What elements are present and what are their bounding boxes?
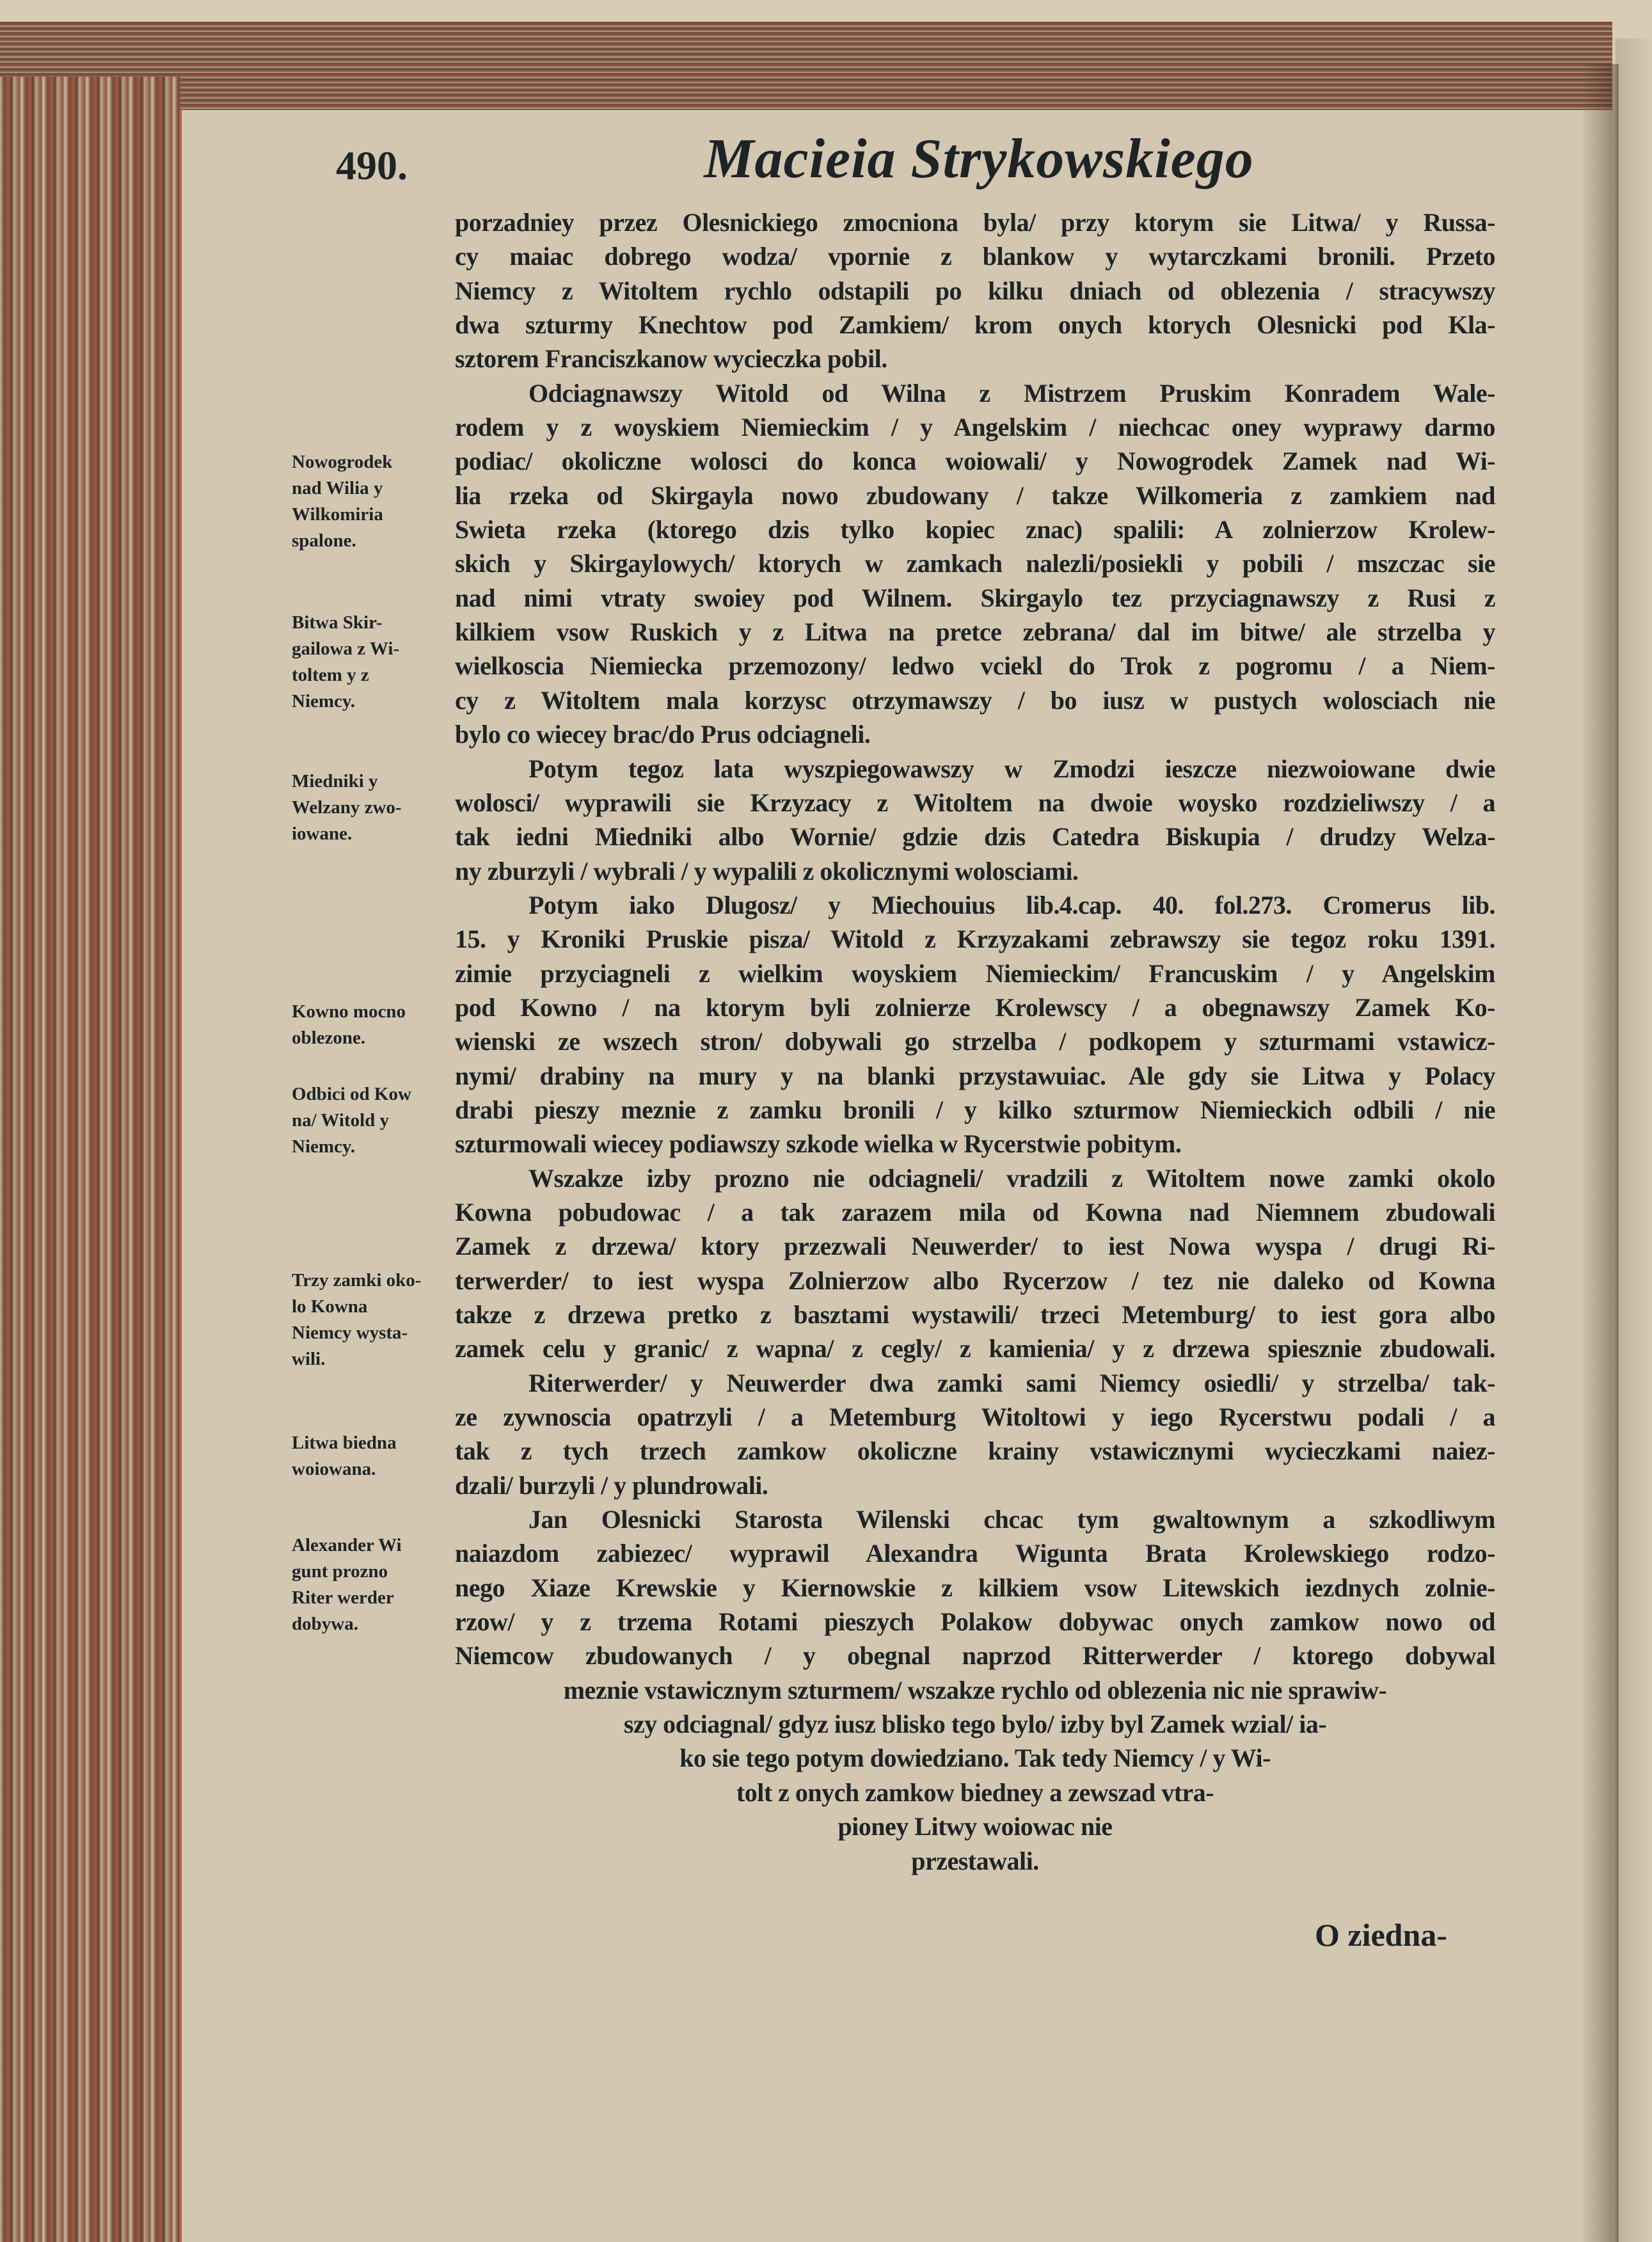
text-line: pod Kowno / na ktorym byli zolnierze Krolewscy / a obegnawszy Zamek Ko- xyxy=(455,992,1495,1022)
text-line: kilkiem vsow Ruskich y z Litwa na pretce zebrana/ dal im bitwe/ ale strzelba y xyxy=(455,617,1495,647)
margin-note-line: gailowa z Wi- xyxy=(292,639,400,659)
text-line: Odciagnawszy Witold od Wilna z Mistrzem Pruskim Konradem Wale- xyxy=(528,378,1495,408)
margin-note-line: Welzany zwo- xyxy=(292,797,402,818)
margin-note-line: Nowogrodek xyxy=(292,452,393,472)
text-line: rzow/ y z trzema Rotami pieszych Polakow dobywac onych zamkow nowo od xyxy=(455,1607,1495,1637)
margin-note xyxy=(292,999,445,1051)
text-line: ko sie tego potym dowiedziano. Tak tedy Niemcy / y Wi- xyxy=(679,1744,1271,1773)
facing-page-edge xyxy=(1616,38,1652,2242)
text-line: Zamek z drzewa/ ktory przezwali Neuwerder/ to iest Nowa wyspa / drugi Ri- xyxy=(455,1232,1495,1261)
margin-note-line: Niemcy. xyxy=(292,1136,356,1157)
text-line: Jan Olesnicki Starosta Wilenski chcac tym gwaltownym a szkodliwym xyxy=(528,1505,1495,1534)
catchword: O ziedna- xyxy=(1315,1917,1447,1953)
margin-note-line: Niemcy wysta- xyxy=(292,1323,408,1343)
text-line: tak z tych trzech zamkow okoliczne krainy vstawicznymi wycieczkami naiez- xyxy=(455,1436,1495,1466)
text-line: wielkoscia Niemiecka przemozony/ ledwo vciekl do Trok z pogromu / a Niem- xyxy=(455,651,1495,681)
margin-note-line: Alexander Wi xyxy=(292,1535,402,1555)
gutter-shadow xyxy=(1580,64,1619,2242)
text-line: podiac/ okoliczne wolosci do konca woiowali/ y Nowogrodek Zamek nad Wi- xyxy=(455,447,1495,476)
text-line: Potym iako Dlugosz/ y Miechouius lib.4.cap. 40. fol.273. Cromerus lib. xyxy=(528,890,1495,919)
text-line: zamek celu y granic/ z wapna/ z cegly/ z kamienia/ y z drzewa spiesznie zbudowali. xyxy=(455,1334,1495,1363)
margin-note xyxy=(292,768,445,847)
text-line: 15. y Kroniki Pruskie pisza/ Witold z Krzyzakami zebrawszy sie tegoz roku 1391. xyxy=(455,925,1495,954)
text-line: Wszakze izby prozno nie odciagneli/ vradzili z Witoltem nowe zamki okolo xyxy=(528,1163,1495,1193)
margin-note xyxy=(292,610,445,715)
margin-note xyxy=(292,1268,445,1372)
margin-note-line: Kowno mocno xyxy=(292,1001,406,1022)
margin-note-line: dobywa. xyxy=(292,1614,358,1634)
text-line: Riterwerder/ y Neuwerder dwa zamki sami Niemcy osiedli/ y strzelba/ tak- xyxy=(528,1368,1495,1397)
margin-note xyxy=(292,1081,445,1160)
text-line: przestawali. xyxy=(911,1846,1039,1875)
margin-note-line: lo Kowna xyxy=(292,1296,368,1317)
text-line: szy odciagnal/ gdyz iusz blisko tego bylo/ izby byl Zamek wzial/ ia- xyxy=(623,1710,1327,1739)
text-line: nymi/ drabiny na mury y na blanki przystawuiac. Ale gdy sie Litwa y Polacy xyxy=(455,1061,1495,1090)
text-line: rodem y z woyskiem Niemieckim / y Angelskim / niechcac oney wyprawy darmo xyxy=(455,413,1495,442)
text-line: nad nimi vtraty swoiey pod Wilnem. Skirgaylo tez przyciagnawszy z Rusi z xyxy=(455,583,1495,612)
text-line: Kowna pobudowac / a tak zarazem mila od Kowna nad Niemnem zbudowali xyxy=(455,1197,1495,1227)
text-line: tak iedni Miedniki albo Wornie/ gdzie dzis Catedra Biskupia / drudzy Welza- xyxy=(455,822,1495,852)
text-line: Swieta rzeka (ktorego dzis tylko kopiec znac) spalili: A zolnierzow Krolew- xyxy=(455,515,1495,545)
margin-note-line: oblezone. xyxy=(292,1028,366,1048)
text-line: wienski ze wszech stron/ dobywali go strzelba / podkopem y szturmami vstawicz- xyxy=(455,1027,1495,1056)
text-line: dwa szturmy Knechtow pod Zamkiem/ krom onych ktorych Olesnicki pod Kla- xyxy=(455,310,1495,340)
main-text-column xyxy=(455,205,1495,1878)
book-side-page-edges xyxy=(0,77,180,2242)
text-line: sztorem Franciszkanow wycieczka pobil. xyxy=(455,344,887,374)
text-line: ze zywnoscia opatrzyli / a Metemburg Witoltowi y iego Rycerstwu podali / a xyxy=(455,1403,1495,1432)
text-line: takze z drzewa pretko z basztami wystawili/ trzeci Metemburg/ to iest gora albo xyxy=(455,1300,1495,1329)
margin-note xyxy=(292,1430,445,1483)
margin-note-line: nad Wilia y xyxy=(292,478,383,498)
margin-note-line: Wilkomiria xyxy=(292,504,383,525)
text-line: dzali/ burzyli / y plundrowali. xyxy=(455,1470,768,1500)
margin-note-line: wili. xyxy=(292,1349,326,1369)
margin-note-line: Niemcy. xyxy=(292,691,356,712)
margin-note-line: woiowana. xyxy=(292,1459,376,1479)
text-line: meznie vstawicznym szturmem/ wszakze rychlo od oblezenia nic nie sprawiw- xyxy=(563,1675,1387,1705)
margin-note-line: gunt prozno xyxy=(292,1561,388,1582)
text-line: zimie przyciagneli z wielkim woyskiem Niemieckim/ Francuskim / y Angelskim xyxy=(455,958,1495,988)
text-line: drabi pieszy meznie z zamku bronili / y kilko szturmow Niemieckich odbili / nie xyxy=(455,1095,1495,1124)
margin-note-line: Riter werder xyxy=(292,1587,394,1608)
text-line: lia rzeka od Skirgayla nowo zbudowany / takze Wilkomeria z zamkiem nad xyxy=(455,481,1495,510)
margin-note-line: Litwa biedna xyxy=(292,1433,397,1453)
running-title: Macieia Strykowskiego xyxy=(704,128,1254,190)
text-line: ny zburzyli / wybrali / y wypalili z okolicznymi wolosciami. xyxy=(455,856,1079,886)
margin-note-line: toltem y z xyxy=(292,665,369,685)
text-line: wolosci/ wyprawili sie Krzyzacy z Witoltem na dwoie woysko rozdzieliwszy / a xyxy=(455,788,1495,817)
text-line: szturmowali wiecey podiawszy szkode wielka w Rycerstwie pobitym. xyxy=(455,1129,1182,1159)
background xyxy=(0,0,1652,23)
book-top-page-edges xyxy=(0,22,1612,111)
margin-note-line: iowane. xyxy=(292,823,353,844)
text-line: cy z Witoltem mala korzysc otrzymawszy / bo iusz w pustych wolosciach nie xyxy=(455,685,1495,715)
text-line: terwerder/ to iest wyspa Zolnierzow albo Rycerzow / tez nie daleko od Kowna xyxy=(455,1266,1495,1295)
text-line: Potym tegoz lata wyszpiegowawszy w Zmodzi ieszcze niezwoiowane dwie xyxy=(528,754,1495,783)
text-line: nego Xiaze Krewskie y Kiernowskie z kilkiem vsow Litewskich iezdnych zolnie- xyxy=(455,1573,1495,1602)
page-number: 490. xyxy=(336,143,408,188)
margin-note-line: Miedniki y xyxy=(292,771,378,791)
margin-note-line: Bitwa Skir- xyxy=(292,612,383,633)
text-line: bylo co wiecey brac/do Prus odciagneli. xyxy=(455,720,871,749)
margin-note-line: Trzy zamki oko- xyxy=(292,1270,422,1291)
text-line: Niemcy z Witoltem rychlo odstapili po kilku dniach od oblezenia / stracywszy xyxy=(455,276,1495,305)
text-line: porzadniey przez Olesnickiego zmocniona byla/ przy ktorym sie Litwa/ y Russa- xyxy=(455,208,1495,237)
margin-note-line: Odbici od Kow xyxy=(292,1084,411,1104)
text-line: skich y Skirgaylowych/ ktorych w zamkach nalezli/posiekli y pobili / mszczac sie xyxy=(455,549,1495,578)
text-line: naiazdom zabiezec/ wyprawil Alexandra Wigunta Brata Krolewskiego rodzo- xyxy=(455,1539,1495,1568)
margin-note xyxy=(292,1532,445,1637)
margin-note xyxy=(292,449,445,554)
text-line: tolt z onych zamkow biedney a zewszad vtra- xyxy=(736,1777,1214,1807)
text-line: pioney Litwy woiowac nie xyxy=(838,1812,1113,1841)
margin-note-line: na/ Witold y xyxy=(292,1110,390,1131)
text-line: cy maiac dobrego wodza/ vpornie z blankow y wytarczkami bronili. Przeto xyxy=(455,242,1495,271)
margin-note-line: spalone. xyxy=(292,530,356,551)
text-line: Niemcow zbudowanych / y obegnal naprzod Ritterwerder / ktorego dobywal xyxy=(455,1641,1495,1671)
